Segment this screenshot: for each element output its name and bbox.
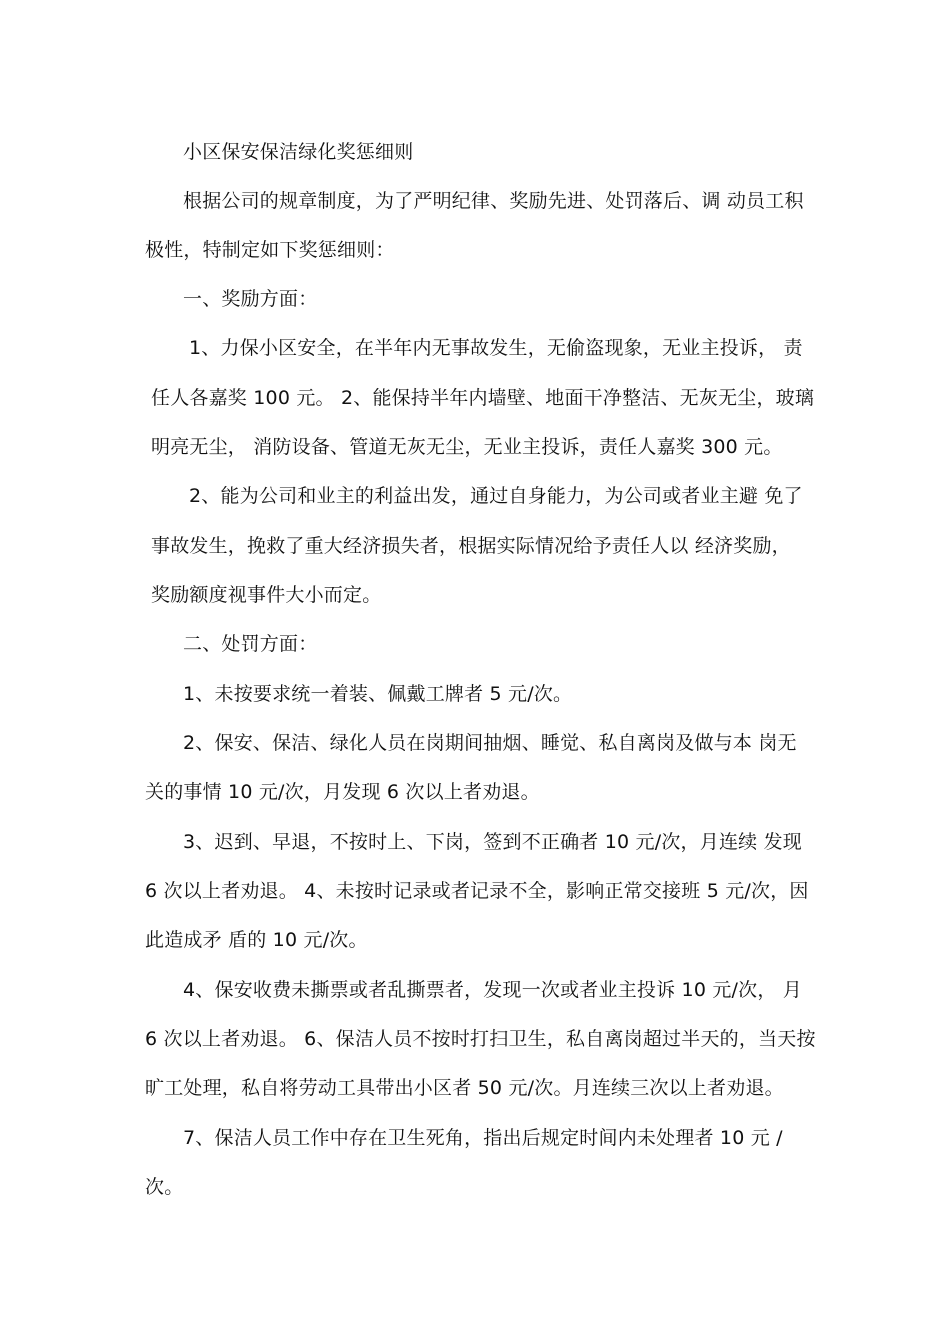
reward-line: 1、力保小区安全，在半年内无事故发生，无偷盗现象，无业主投诉， 责 [189, 337, 803, 359]
penalty-heading: 二、处罚方面： [183, 633, 318, 655]
penalty-line: 4、保安收费未撕票或者乱撕票者，发现一次或者业主投诉 10 元/次， 月 [183, 979, 802, 1001]
penalty-line: 次。 [145, 1176, 184, 1198]
document-title: 小区保安保洁绿化奖惩细则 [183, 141, 414, 163]
reward-line: 奖励额度视事件大小而定。 [151, 584, 382, 606]
penalty-line: 关的事情 10 元/次，月发现 6 次以上者劝退。 [145, 781, 540, 803]
reward-heading: 一、奖励方面： [183, 288, 318, 310]
penalty-line: 7、保洁人员工作中存在卫生死角，指出后规定时间内未处理者 10 元 / [183, 1127, 783, 1149]
penalty-line: 3、迟到、早退，不按时上、下岗，签到不正确者 10 元/次，月连续 发现 [183, 831, 802, 853]
penalty-line: 6 次以上者劝退。 4、未按时记录或者记录不全，影响正常交接班 5 元/次，因 [145, 880, 809, 902]
penalty-line: 1、未按要求统一着装、佩戴工牌者 5 元/次。 [183, 683, 573, 705]
penalty-line: 此造成矛 盾的 10 元/次。 [145, 929, 368, 951]
penalty-line: 2、保安、保洁、绿化人员在岗期间抽烟、睡觉、私自离岗及做与本 岗无 [183, 732, 797, 754]
reward-line: 事故发生，挽救了重大经济损失者，根据实际情况给予责任人以 经济奖励， [151, 535, 791, 557]
intro-line: 极性，特制定如下奖惩细则： [145, 239, 395, 261]
penalty-line: 6 次以上者劝退。 6、保洁人员不按时打扫卫生，私自离岗超过半天的，当天按 [145, 1028, 816, 1050]
intro-line: 根据公司的规章制度，为了严明纪律、奖励先进、处罚落后、调 动员工积 [183, 190, 804, 212]
penalty-line: 旷工处理，私自将劳动工具带出小区者 50 元/次。月连续三次以上者劝退。 [145, 1077, 784, 1099]
reward-line: 明亮无尘， 消防设备、管道无灰无尘，无业主投诉，责任人嘉奖 300 元。 [151, 436, 783, 458]
reward-line: 任人各嘉奖 100 元。 2、能保持半年内墙壁、地面干净整洁、无灰无尘，玻璃 [151, 387, 815, 409]
reward-line: 2、能为公司和业主的利益出发，通过自身能力，为公司或者业主避 免了 [189, 485, 803, 507]
